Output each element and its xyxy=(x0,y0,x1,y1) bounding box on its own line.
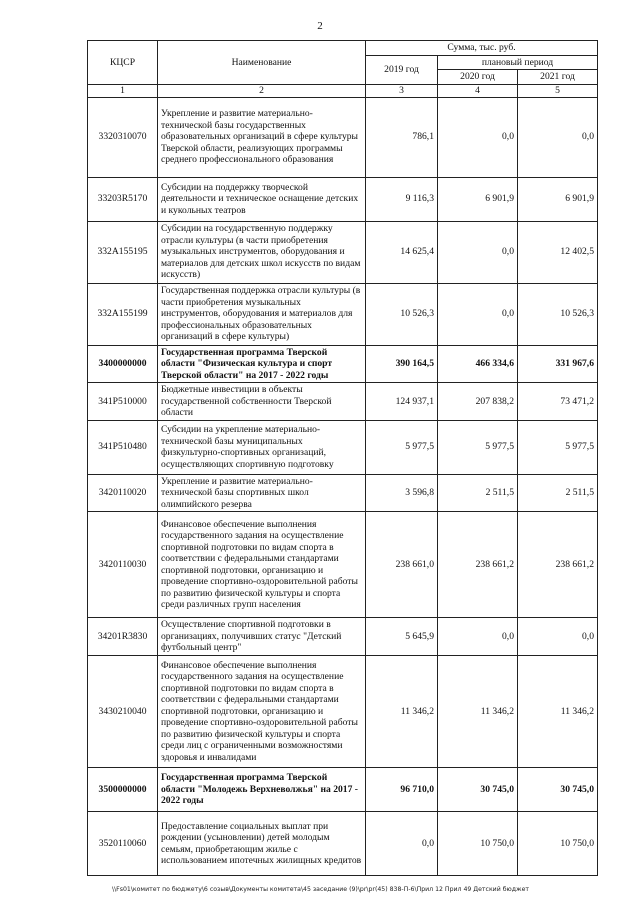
table-row xyxy=(88,383,598,421)
value-2021: 11 346,2 xyxy=(518,656,598,768)
value-2020: 0,0 xyxy=(438,283,518,345)
file-path-footer: \\Fs01\комитет по бюджету\6 созыв\Документы комитета\45 заседание (9)\pr\pr(45) 838-П-6\Прил 12 Прил 49 Детский бюджет xyxy=(112,886,529,893)
value-2020: 0,0 xyxy=(438,97,518,177)
item-name: Субсидии на поддержку творческой деятельности и техническое оснащение детских и кукольных театров xyxy=(158,177,366,221)
value-2021: 0,0 xyxy=(518,618,598,656)
table-row xyxy=(88,177,598,221)
kcsr-code: 3420110030 xyxy=(88,512,158,618)
header-2020: 2020 год xyxy=(438,70,518,85)
value-2021: 10 526,3 xyxy=(518,283,598,345)
value-2020: 466 334,6 xyxy=(438,345,518,383)
item-name: Бюджетные инвестиции в объекты государственной собственности Тверской области xyxy=(158,383,366,421)
value-2020: 11 346,2 xyxy=(438,656,518,768)
value-2019: 124 937,1 xyxy=(366,383,438,421)
kcsr-code: 3430210040 xyxy=(88,656,158,768)
header-planned-period: плановый период xyxy=(438,55,598,70)
table-row xyxy=(88,618,598,656)
column-index: 5 xyxy=(518,84,598,97)
value-2020: 6 901,9 xyxy=(438,177,518,221)
table-row xyxy=(88,283,598,345)
value-2019: 238 661,0 xyxy=(366,512,438,618)
kcsr-code: 33203R5170 xyxy=(88,177,158,221)
item-name: Государственная поддержка отрасли культуры (в части приобретения музыкальных инструментов, оборудования и материалов для профессиональных образовательных организаций в сфере культуры) xyxy=(158,283,366,345)
value-2021: 6 901,9 xyxy=(518,177,598,221)
kcsr-code: 34201R3830 xyxy=(88,618,158,656)
value-2021: 2 511,5 xyxy=(518,474,598,512)
value-2020: 238 661,2 xyxy=(438,512,518,618)
table-row xyxy=(88,221,598,283)
value-2020: 30 745,0 xyxy=(438,768,518,812)
value-2021: 10 750,0 xyxy=(518,812,598,876)
value-2019: 0,0 xyxy=(366,812,438,876)
header-sum: Сумма, тыс. руб. xyxy=(366,41,598,56)
item-name: Финансовое обеспечение выполнения государственного задания на осуществление спортивной подготовки по видам спорта в соответствии с федеральными стандартами спортивной подготовки, организацию и проведение спортивно-оздоровительной работы по развитию физической культуры и спорта среди лиц с ограниченными возможностями здоровья и инвалидами xyxy=(158,656,366,768)
header-name: Наименование xyxy=(158,41,366,85)
header-kcsr: КЦСР xyxy=(88,41,158,85)
value-2021: 0,0 xyxy=(518,97,598,177)
table-row xyxy=(88,656,598,768)
value-2019: 5 977,5 xyxy=(366,420,438,474)
value-2019: 14 625,4 xyxy=(366,221,438,283)
value-2020: 10 750,0 xyxy=(438,812,518,876)
value-2020: 5 977,5 xyxy=(438,420,518,474)
item-name: Субсидии на укрепление материально-технической базы муниципальных физкультурно-спортивных организаций, осуществляющих спортивную подготовку xyxy=(158,420,366,474)
kcsr-code: 3400000000 xyxy=(88,345,158,383)
value-2019: 5 645,9 xyxy=(366,618,438,656)
column-index: 4 xyxy=(438,84,518,97)
item-name: Укрепление и развитие материально-технической базы спортивных школ олимпийского резерва xyxy=(158,474,366,512)
value-2021: 30 745,0 xyxy=(518,768,598,812)
value-2019: 390 164,5 xyxy=(366,345,438,383)
kcsr-code: 3500000000 xyxy=(88,768,158,812)
value-2019: 9 116,3 xyxy=(366,177,438,221)
program-row xyxy=(88,768,598,812)
item-name: Финансовое обеспечение выполнения государственного задания на осуществление спортивной подготовки по видам спорта в соответствии с федеральными стандартами спортивной подготовки, организацию и проведение спортивно-оздоровительной работы по развитию физической культуры и спорта среди различных групп населения xyxy=(158,512,366,618)
value-2019: 786,1 xyxy=(366,97,438,177)
value-2021: 73 471,2 xyxy=(518,383,598,421)
item-name: Укрепление и развитие материально-технической базы государственных образовательных организаций в сфере культуры Тверской области, реализующих программы среднего профессионального образования xyxy=(158,97,366,177)
kcsr-code: 341P510000 xyxy=(88,383,158,421)
value-2019: 11 346,2 xyxy=(366,656,438,768)
header-2019: 2019 год xyxy=(366,55,438,84)
kcsr-code: 3420110020 xyxy=(88,474,158,512)
table-row xyxy=(88,474,598,512)
column-index: 2 xyxy=(158,84,366,97)
item-name: Государственная программа Тверской области "Физическая культура и спорт Тверской области" на 2017 - 2022 годы xyxy=(158,345,366,383)
header-2021: 2021 год xyxy=(518,70,598,85)
item-name: Предоставление социальных выплат при рождении (усыновлении) детей молодым семьям, приобретающим жилье с использованием ипотечных жилищных кредитов xyxy=(158,812,366,876)
column-index: 1 xyxy=(88,84,158,97)
kcsr-code: 3520110060 xyxy=(88,812,158,876)
value-2020: 207 838,2 xyxy=(438,383,518,421)
table-row xyxy=(88,512,598,618)
item-name: Государственная программа Тверской области "Молодежь Верхневолжья" на 2017 - 2022 годы xyxy=(158,768,366,812)
value-2019: 10 526,3 xyxy=(366,283,438,345)
kcsr-code: 3320310070 xyxy=(88,97,158,177)
value-2021: 331 967,6 xyxy=(518,345,598,383)
table-row xyxy=(88,97,598,177)
value-2021: 5 977,5 xyxy=(518,420,598,474)
budget-table xyxy=(87,40,598,876)
kcsr-code: 341P510480 xyxy=(88,420,158,474)
value-2020: 0,0 xyxy=(438,221,518,283)
table-row xyxy=(88,812,598,876)
value-2020: 2 511,5 xyxy=(438,474,518,512)
page-number: 2 xyxy=(317,20,323,32)
value-2019: 3 596,8 xyxy=(366,474,438,512)
program-row xyxy=(88,345,598,383)
item-name: Осуществление спортивной подготовки в организациях, получивших статус "Детский футбольный центр" xyxy=(158,618,366,656)
kcsr-code: 332A155199 xyxy=(88,283,158,345)
value-2020: 0,0 xyxy=(438,618,518,656)
value-2019: 96 710,0 xyxy=(366,768,438,812)
column-index: 3 xyxy=(366,84,438,97)
value-2021: 238 661,2 xyxy=(518,512,598,618)
table-row xyxy=(88,420,598,474)
kcsr-code: 332A155195 xyxy=(88,221,158,283)
item-name: Субсидии на государственную поддержку отрасли культуры (в части приобретения музыкальных инструментов, оборудования и материалов для детских школ искусств по видам искусств) xyxy=(158,221,366,283)
value-2021: 12 402,5 xyxy=(518,221,598,283)
